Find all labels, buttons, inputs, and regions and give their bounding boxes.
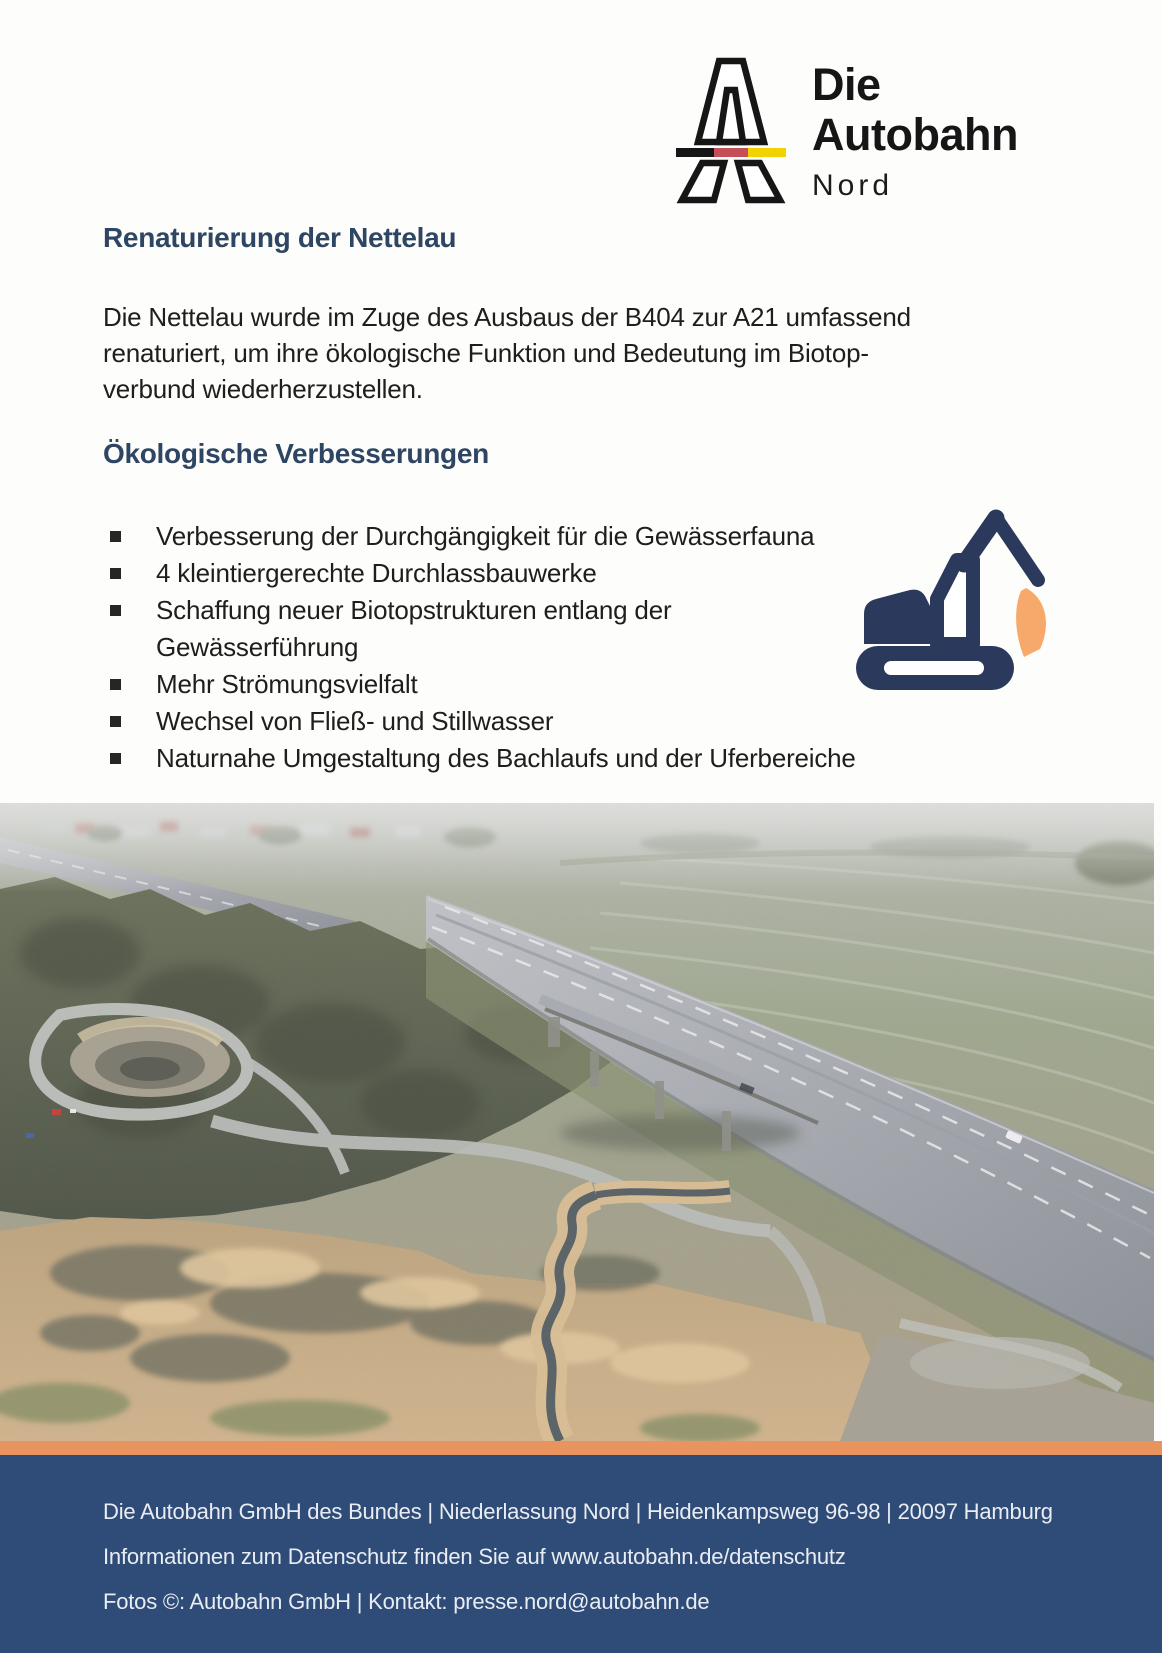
bullet-square-icon xyxy=(110,568,121,579)
brand-word-die: Die xyxy=(812,59,881,110)
footer-line: Fotos ©: Autobahn GmbH | Kontakt: presse.nord@autobahn.de xyxy=(103,1589,710,1614)
list-item xyxy=(110,666,856,703)
list-item-text: Wechsel von Fließ- und Stillwasser xyxy=(156,706,554,736)
flag-stripe-gold xyxy=(748,148,786,157)
list-item-text: Mehr Strömungsvielfalt xyxy=(156,669,418,699)
list-item xyxy=(110,740,856,777)
list-item-text: 4 kleintiergerechte Durchlassbauwerke xyxy=(156,558,597,588)
list-item xyxy=(110,518,856,555)
bullet-square-icon xyxy=(110,679,121,690)
section-subheading: Ökologische Verbesserungen xyxy=(103,438,489,469)
footer xyxy=(0,1455,1162,1653)
flag-stripe-red xyxy=(714,148,748,157)
footer-accent-bar xyxy=(0,1441,1162,1455)
intro-line: renaturiert, um ihre ökologische Funktion und Bedeutung im Biotop- xyxy=(103,338,869,368)
bullet-list xyxy=(110,518,856,777)
footer-line: Informationen zum Datenschutz finden Sie auf www.autobahn.de/datenschutz xyxy=(103,1544,846,1569)
footer-text-block xyxy=(0,1455,1162,1624)
list-item-text: Verbesserung der Durchgängigkeit für die Gewässerfauna xyxy=(156,521,815,551)
footer-line: Die Autobahn GmbH des Bundes | Niederlassung Nord | Heidenkampsweg 96-98 | 20097 Hamburg xyxy=(103,1499,1053,1524)
list-item-text: Schaffung neuer Biotopstrukturen entlang der Gewässerführung xyxy=(156,595,672,662)
brand-region-nord: Nord xyxy=(812,169,894,202)
bullet-square-icon xyxy=(110,531,121,542)
aerial-photo-a21-bridge xyxy=(0,803,1154,1441)
excavator-icon xyxy=(843,496,1055,696)
intro-line: verbund wiederherzustellen. xyxy=(103,374,423,404)
bullet-square-icon xyxy=(110,753,121,764)
bullet-square-icon xyxy=(110,605,121,616)
intro-paragraph xyxy=(103,299,911,407)
list-item xyxy=(110,592,856,666)
list-item-text: Naturnahe Umgestaltung des Bachlaufs und der Uferbereiche xyxy=(156,743,856,773)
list-item xyxy=(110,555,856,592)
autobahn-logo-icon xyxy=(676,56,786,204)
intro-line: Die Nettelau wurde im Zuge des Ausbaus der B404 zur A21 umfassend xyxy=(103,302,911,332)
page-title: Renaturierung der Nettelau xyxy=(103,222,457,253)
flag-stripe-black xyxy=(676,148,714,157)
brand-wordmark xyxy=(812,56,1018,204)
brand-logo xyxy=(676,56,1018,204)
bullet-square-icon xyxy=(110,716,121,727)
excavator-bucket xyxy=(1016,588,1046,657)
brand-word-autobahn: Autobahn xyxy=(812,109,1018,160)
list-item xyxy=(110,703,856,740)
